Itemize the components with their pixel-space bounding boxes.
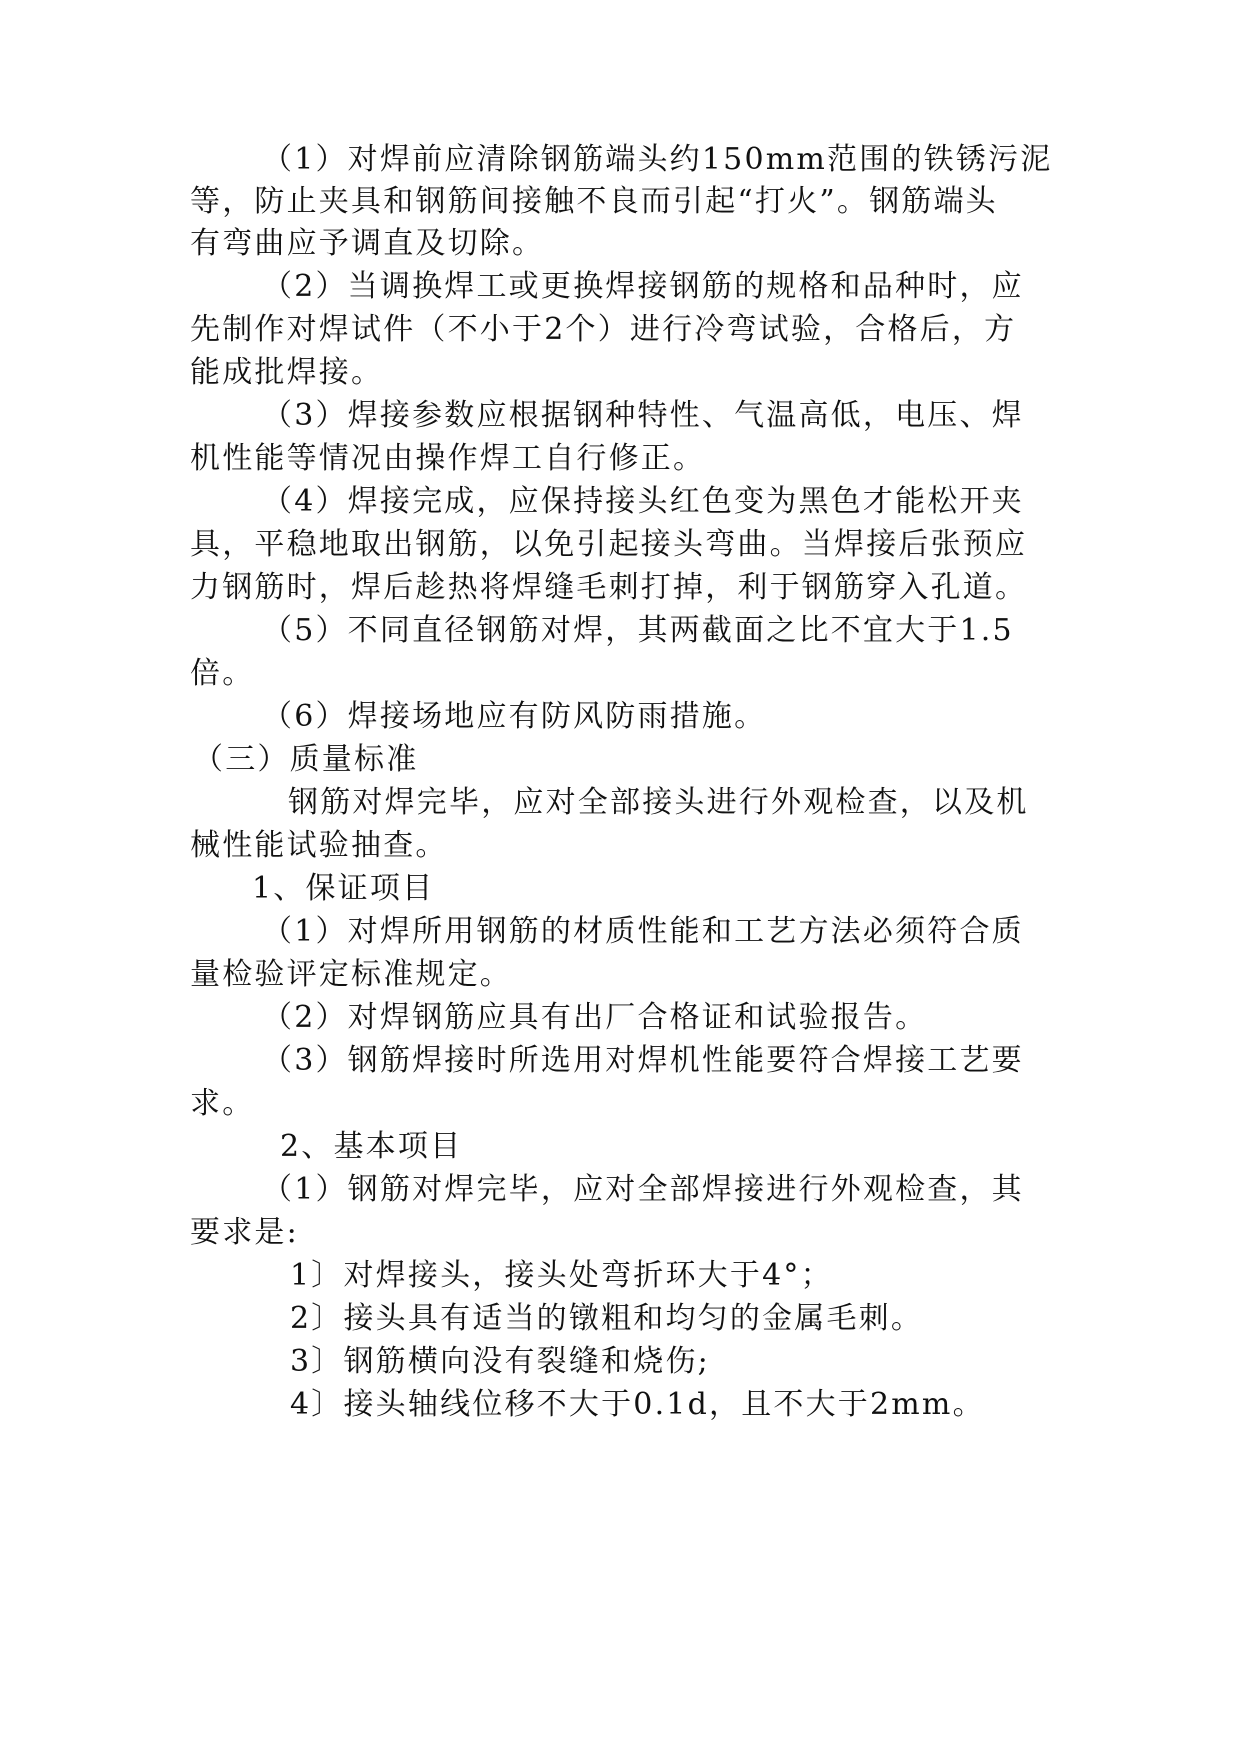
list-item: 1〕对焊接头，接头处弯折环大于4°； [290, 1258, 833, 1293]
paragraph-line: 机性能等情况由操作焊工自行修正。 [190, 441, 706, 476]
paragraph-line: （5）不同直径钢筋对焊，其两截面之比不宜大于1.5 [262, 613, 1014, 648]
paragraph-line: 等，防止夹具和钢筋间接触不良而引起“打火”。钢筋端头 [190, 184, 998, 219]
paragraph-line: （2）当调换焊工或更换焊接钢筋的规格和品种时，应 [262, 269, 1024, 304]
paragraph-line: 钢筋对焊完毕，应对全部接头进行外观检查，以及机 [288, 785, 1029, 820]
paragraph-line: 力钢筋时，焊后趁热将焊缝毛刺打掉，利于钢筋穿入孔道。 [190, 570, 1028, 605]
paragraph-line: （6）焊接场地应有防风防雨措施。 [262, 699, 767, 734]
list-item: 4〕接头轴线位移不大于0.1d，且不大于2mm。 [290, 1387, 985, 1422]
paragraph-line: 有弯曲应予调直及切除。 [190, 226, 545, 261]
paragraph-line: 械性能试验抽查。 [190, 828, 448, 863]
list-item: 2〕接头具有适当的镦粗和均匀的金属毛刺。 [290, 1301, 924, 1336]
subsection-heading: 1、保证项目 [252, 871, 435, 906]
paragraph-line: （3）钢筋焊接时所选用对焊机性能要符合焊接工艺要 [262, 1043, 1024, 1078]
paragraph-line: （2）对焊钢筋应具有出厂合格证和试验报告。 [262, 1000, 928, 1035]
subsection-heading: 2、基本项目 [280, 1129, 463, 1164]
list-item: 3〕钢筋横向没有裂缝和烧伤; [290, 1344, 710, 1379]
paragraph-line: 具，平稳地取出钢筋，以免引起接头弯曲。当焊接后张预应 [190, 527, 1028, 562]
paragraph-line: （1）对焊前应清除钢筋端头约150mm范围的铁锈污泥 [262, 142, 1053, 177]
paragraph-line: 能成批焊接。 [190, 355, 384, 390]
paragraph-line: 求。 [190, 1086, 255, 1121]
paragraph-line: 先制作对焊试件（不小于2个）进行冷弯试验，合格后，方 [190, 312, 1017, 347]
paragraph-line: （3）焊接参数应根据钢种特性、气温高低，电压、焊 [262, 398, 1024, 433]
paragraph-line: （1）钢筋对焊完毕，应对全部焊接进行外观检查，其 [262, 1172, 1024, 1207]
section-heading: （三）质量标准 [193, 742, 419, 777]
paragraph-line: 要求是: [190, 1215, 299, 1250]
paragraph-line: 量检验评定标准规定。 [190, 957, 512, 992]
paragraph-line: 倍。 [190, 656, 255, 691]
paragraph-line: （4）焊接完成，应保持接头红色变为黑色才能松开夹 [262, 484, 1024, 519]
paragraph-line: （1）对焊所用钢筋的材质性能和工艺方法必须符合质 [262, 914, 1024, 949]
